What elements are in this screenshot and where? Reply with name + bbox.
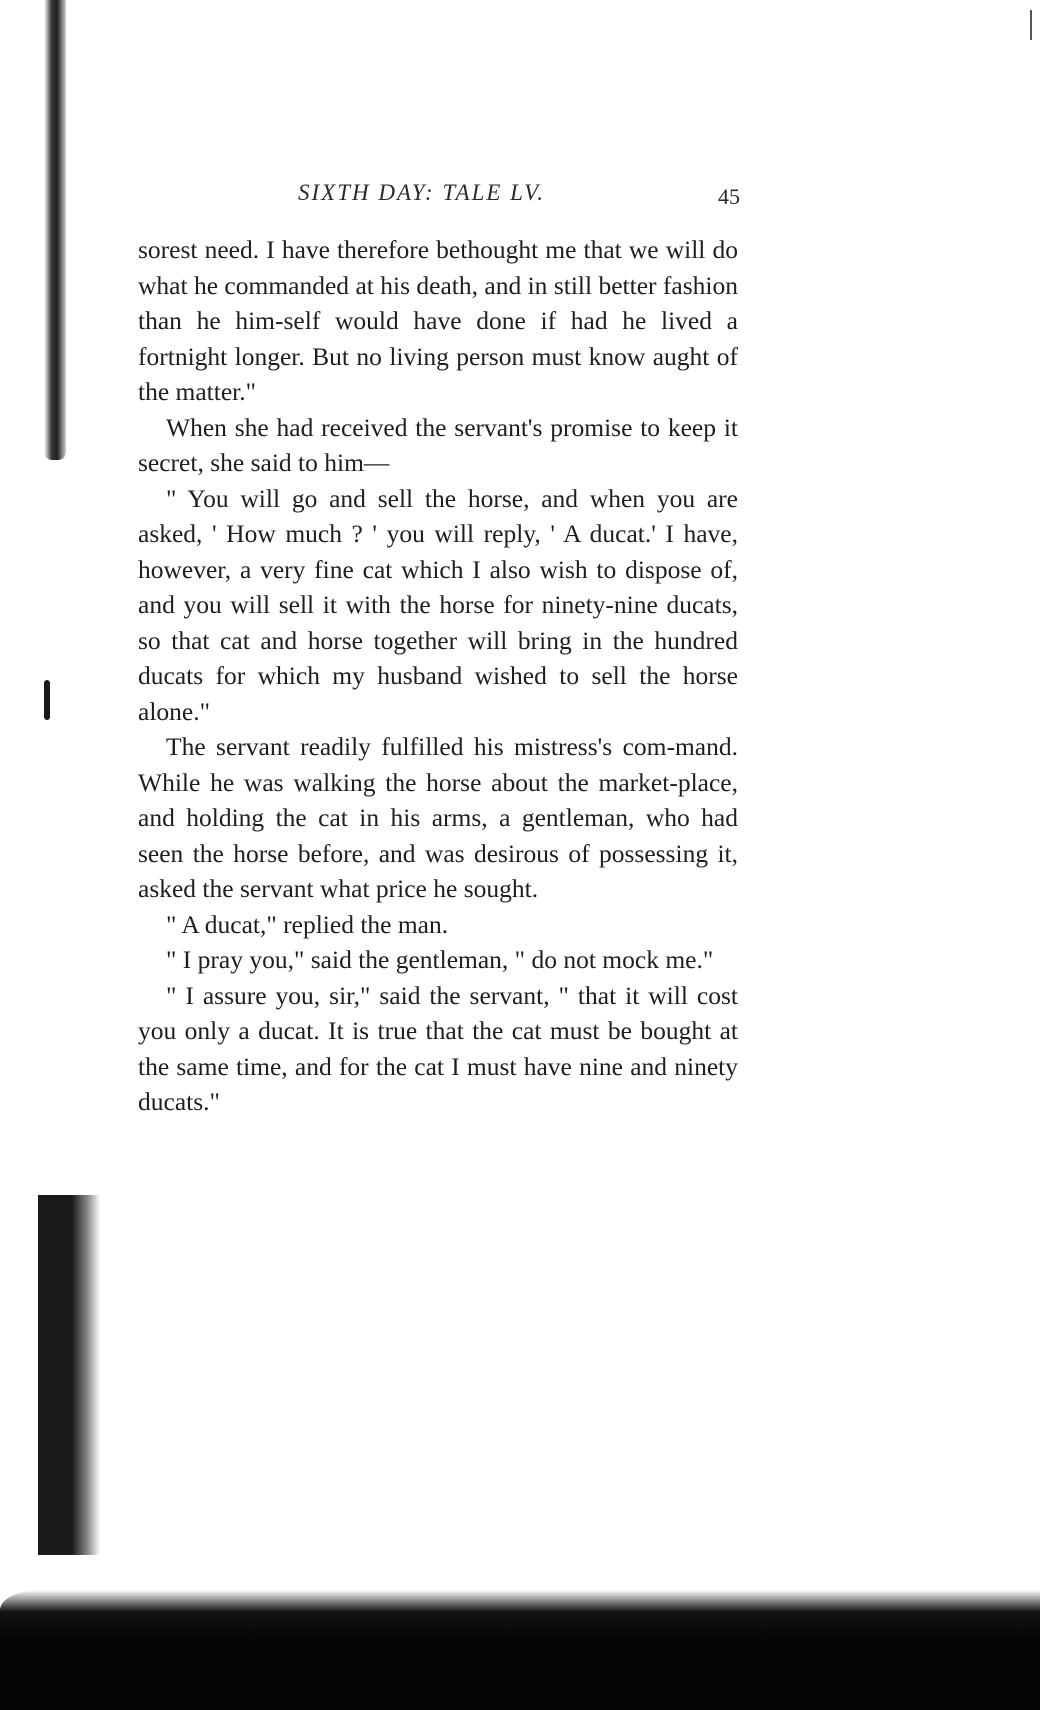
- scan-bottom-edge: [0, 1590, 1040, 1710]
- paragraph: The servant readily fulfilled his mistress's com-mand. While he was walking the horse about the market-place, and holding the cat in his arms, a gentleman, who had seen the horse before, and was desirous of possessing it, asked the servant what price he sought.: [138, 732, 738, 903]
- running-title: SIXTH DAY: TALE LV.: [298, 180, 545, 205]
- scan-mark: [1030, 10, 1032, 40]
- paragraph: " I pray you," said the gentleman, " do not mock me.": [166, 945, 714, 974]
- running-head: [140, 180, 740, 214]
- paragraph: When she had received the servant's promise to keep it secret, she said to him—: [138, 412, 738, 477]
- body-text: [138, 232, 738, 1120]
- paragraph: " You will go and sell the horse, and when you are asked, ' How much ? ' you will reply, ' A ducat.' I have, however, a very fine cat which I also wish to dispose of, and you will sell it with the horse for ninety-nine ducats, so that cat and horse together will bring in the hundred ducats for which my husband wished to sell the horse alone.": [138, 483, 738, 726]
- paragraph: sorest need. I have therefore bethought me that we will do what he commanded at his death, and in still better fashion than he him-self would have done if had he lived a fortnight longer. But no living person must know aught of the matter.": [138, 235, 738, 406]
- binding-mark: [44, 680, 50, 720]
- binding-shadow-bottom: [38, 1195, 100, 1555]
- page-number: 45: [718, 184, 740, 209]
- binding-shadow-top: [44, 0, 66, 460]
- paragraph: " I assure you, sir," said the servant, " that it will cost you only a ducat. It is true that the cat must be bought at the same time, and for the cat I must have nine and ninety ducats.": [138, 980, 738, 1116]
- paragraph: " A ducat," replied the man.: [166, 909, 449, 939]
